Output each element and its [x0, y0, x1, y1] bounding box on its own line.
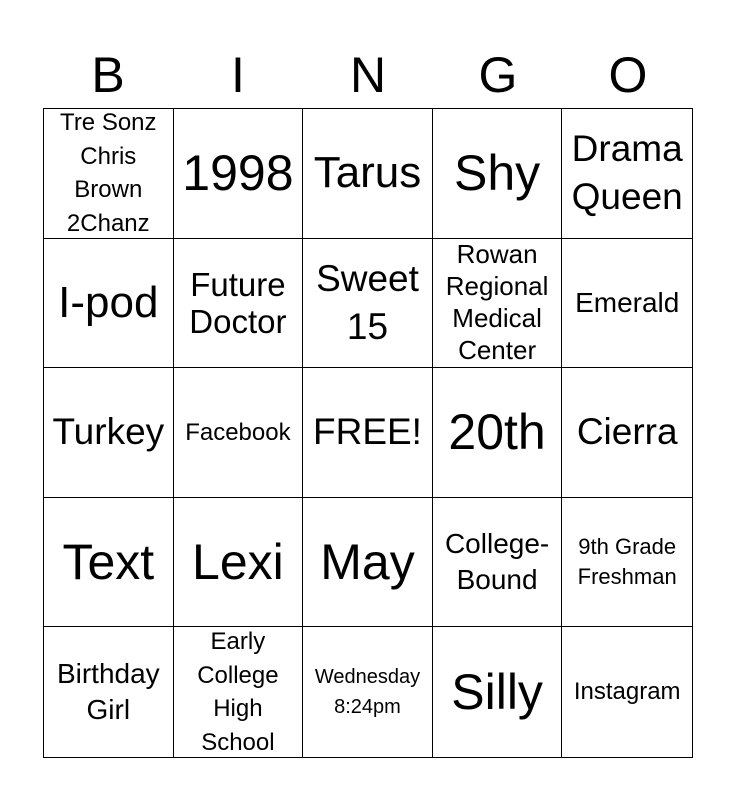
bingo-cell[interactable] [433, 498, 563, 628]
bingo-cell[interactable] [303, 109, 433, 239]
cell-label: Wednesday 8:24pm [314, 666, 421, 719]
cell-label: Cierra [576, 411, 678, 453]
cell-label: 20th [448, 404, 546, 461]
bingo-cell[interactable] [174, 627, 304, 757]
bingo-cell[interactable] [174, 239, 304, 369]
bingo-cell[interactable] [562, 498, 692, 628]
cell-label: Rowan Regional Medical Center [445, 239, 549, 365]
bingo-cell[interactable] [303, 498, 433, 628]
cell-label: Instagram [573, 678, 681, 706]
cell-label: FREE! [313, 411, 422, 453]
cell-label: Shy [454, 145, 541, 202]
bingo-cell[interactable] [433, 627, 563, 757]
cell-label: College- Bound [444, 527, 550, 596]
cell-label: Lexi [192, 534, 284, 591]
cell-label: Tre Sonz Chris Brown 2Chanz [60, 109, 157, 237]
header-letter-b: B [91, 47, 125, 103]
bingo-cell[interactable] [562, 368, 692, 498]
cell-label: Silly [451, 664, 543, 721]
header-letter-i: I [231, 47, 245, 103]
bingo-board [43, 108, 693, 758]
cell-label: Sweet 15 [316, 257, 419, 347]
cell-label: May [320, 534, 415, 591]
bingo-cell[interactable] [44, 368, 174, 498]
cell-label: Text [62, 534, 155, 591]
header-letter-o: O [608, 47, 648, 103]
bingo-cell[interactable] [174, 368, 304, 498]
cell-label: Birthday Girl [56, 657, 160, 726]
bingo-cell[interactable] [303, 239, 433, 369]
cell-label: Turkey [52, 411, 165, 453]
header-letter-g: G [478, 47, 518, 103]
bingo-cell[interactable] [44, 627, 174, 757]
cell-label: I-pod [58, 278, 159, 328]
bingo-cell[interactable] [174, 498, 304, 628]
cell-label: Early College High School [197, 628, 279, 756]
cell-label: 1998 [182, 145, 294, 202]
bingo-cell[interactable] [303, 627, 433, 757]
bingo-cell[interactable] [433, 239, 563, 369]
bingo-cell[interactable] [433, 368, 563, 498]
cell-label: Future Doctor [189, 265, 287, 340]
cell-label: Facebook [185, 418, 291, 446]
bingo-cell[interactable] [44, 239, 174, 369]
cell-label: 9th Grade Freshman [577, 533, 677, 590]
bingo-cell[interactable] [562, 627, 692, 757]
bingo-cell[interactable] [44, 498, 174, 628]
bingo-cell free-space[interactable] [303, 368, 433, 498]
bingo-cell[interactable] [433, 109, 563, 239]
bingo-cell[interactable] [562, 239, 692, 369]
cell-label: Tarus [313, 148, 422, 198]
cell-label: Emerald [575, 286, 680, 318]
bingo-cell[interactable] [44, 109, 174, 239]
bingo-cell[interactable] [174, 109, 304, 239]
header-letter-n: N [349, 47, 387, 103]
bingo-header [43, 42, 693, 108]
cell-label: Drama Queen [571, 128, 683, 218]
bingo-cell[interactable] [562, 109, 692, 239]
